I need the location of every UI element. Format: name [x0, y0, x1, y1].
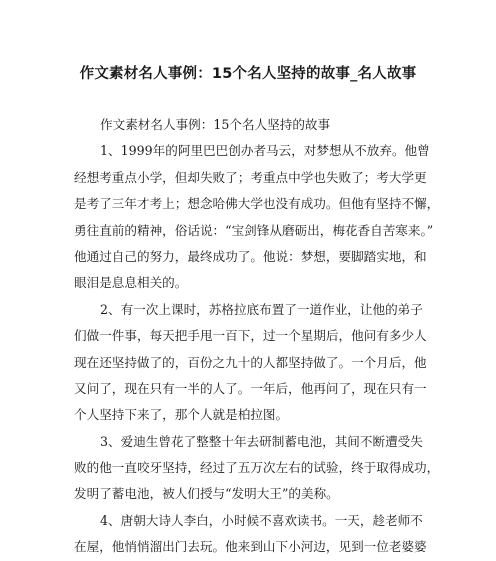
paragraph-4-line: 4、唐朝大诗人李白，小时候不喜欢读书。一天，趁老师不: [100, 512, 423, 528]
paragraph-3-line: 败的他一直咬牙坚持，经过了五万次左右的试验，终于取得成功，: [74, 460, 440, 476]
paragraph-1-line: 他通过自己的努力，最终成功了。他说：梦想，要脚踏实地，和: [74, 248, 427, 264]
paragraph-2-line: 个人坚持下来了，那个人就是柏拉图。: [74, 407, 289, 423]
paragraph-1-line: 眼泪是息息相关的。: [74, 275, 188, 291]
paragraph-1-line: 1、1999年的阿里巴巴创办者马云，对梦想从不放弃。他曾: [100, 143, 430, 159]
subtitle-line: 作文素材名人事例：15个名人坚持的故事: [100, 117, 331, 132]
paragraph-2-line: 们做一件事，每天把手甩一百下，过一个星期后，他问有多少人: [74, 328, 427, 344]
paragraph-1-line: 是考了三年才考上；想念哈佛大学也没有成功。但他有坚持不懈，: [74, 196, 440, 212]
document-body: [74, 112, 440, 561]
paragraph-4-line: 在屋，他悄悄溜出门去玩。他来到山下小河边，见到一位老婆婆: [74, 539, 427, 555]
document-title: 作文素材名人事例：15个名人坚持的故事_名人故事: [79, 66, 417, 82]
paragraph-2-line: 2、有一次上课时，苏格拉底布置了一道作业，让他的弟子: [100, 301, 423, 317]
paragraph-3-line: 发明了蓄电池，被人们授与“发明大王”的美称。: [74, 486, 339, 502]
paragraph-3-line: 3、爱迪生曾花了整整十年去研制蓄电池，其间不断遭受失: [100, 433, 423, 449]
paragraph-2-line: 又问了，现在只有一半的人了。一年后，他再问了，现在只有一: [74, 380, 427, 396]
paragraph-1-line: 经想考重点小学，但却失败了；考重点中学也失败了；考大学更: [74, 169, 427, 185]
paragraph-2-line: 现在还坚持做了的，百份之九十的人都坚持做了。一个月后，他: [74, 354, 427, 370]
paragraph-1-line: 勇往直前的精神，俗话说：“宝剑锋从磨砺出，梅花香自苦寒来。”: [74, 222, 434, 238]
